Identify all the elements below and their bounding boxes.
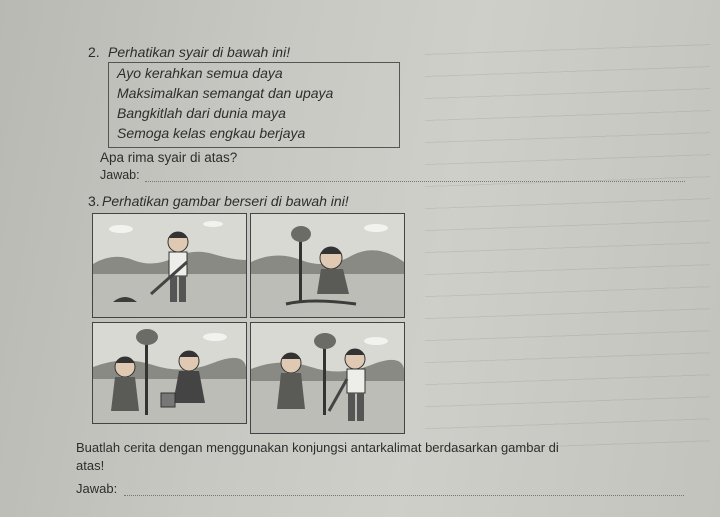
question-3-instruction-cont: atas! [76,458,105,473]
illustration-panel-4 [250,322,405,434]
question-2-prompt: Perhatikan syair di bawah ini! [108,44,291,60]
answer-line[interactable] [145,181,685,182]
question-2-text: Apa rima syair di atas? [100,150,238,165]
poem-box [108,62,400,148]
question-2-number: 2. [88,44,100,60]
poem-line: Ayo kerahkan semua daya [117,65,283,81]
bleed-through-text [425,40,710,460]
question-3-instruction: Buatlah cerita dengan menggunakan konjungsi antarkalimat berdasarkan gambar di [76,440,559,455]
answer-line[interactable] [124,495,684,496]
question-3-prompt: Perhatikan gambar berseri di bawah ini! [102,193,349,209]
illustration-panel-1 [92,213,247,318]
poem-line: Maksimalkan semangat dan upaya [117,85,334,101]
question-3-number: 3. [88,193,100,209]
illustration-panel-3 [92,322,247,424]
poem-line: Semoga kelas engkau berjaya [117,125,306,141]
answer-label: Jawab: [76,481,118,496]
illustration-panel-2 [250,213,405,318]
answer-label: Jawab: [100,168,140,182]
poem-line: Bangkitlah dari dunia maya [117,105,286,121]
